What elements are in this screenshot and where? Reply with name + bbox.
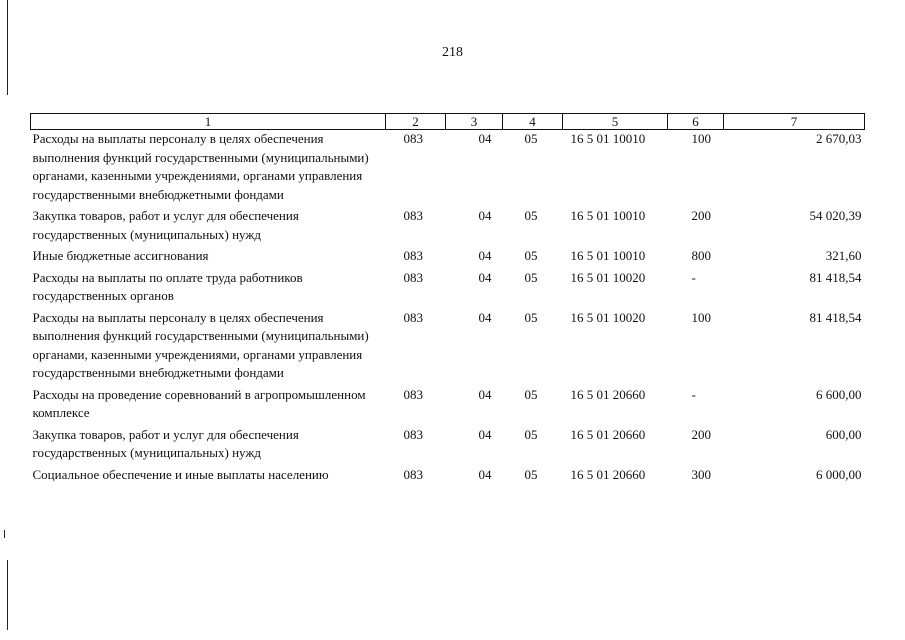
header-col-2: 2 — [386, 114, 446, 130]
ministry-code: 083 — [403, 208, 423, 223]
expense-name: Закупка товаров, работ и услуг для обеспечения государственных (муниципальных) нужд — [32, 208, 299, 242]
target-article: 16 5 01 20660 — [570, 426, 646, 442]
expense-type: 100 — [691, 131, 711, 146]
subsection-code: 05 — [524, 269, 538, 285]
subsection-code: 05 — [524, 131, 538, 146]
amount: 2 670,03 — [816, 131, 862, 146]
ministry-code: 083 — [403, 131, 423, 146]
table-row — [31, 207, 865, 247]
subsection-code: 05 — [524, 248, 538, 263]
section-code: 04 — [478, 386, 492, 402]
expense-name: Расходы на выплаты персоналу в целях обеспечения выполнения функций государственными (муниципальными) органами, казенными учреждениями, органами управления государственными внебюджетными фондами — [32, 131, 369, 202]
table-row — [31, 130, 865, 208]
expense-name: Расходы на выплаты персоналу в целях обеспечения выполнения функций государственными (муниципальными) органами, казенными учреждениями, органами управления государственными внебюджетными фондами — [32, 309, 369, 380]
expense-name: Расходы на проведение соревнований в агропромышленном комплексе — [32, 386, 366, 420]
ministry-code: 083 — [403, 386, 423, 402]
ministry-code: 083 — [403, 309, 423, 325]
target-article: 16 5 01 20660 — [570, 466, 646, 482]
section-code: 04 — [478, 248, 492, 263]
subsection-code: 05 — [524, 386, 538, 402]
expense-type: 200 — [691, 426, 711, 442]
section-code: 04 — [478, 269, 492, 285]
subsection-code: 05 — [524, 309, 538, 325]
budget-table — [30, 113, 865, 487]
header-col-7: 7 — [724, 114, 865, 130]
expense-name: Закупка товаров, работ и услуг для обеспечения государственных (муниципальных) нужд — [32, 426, 299, 460]
section-code: 04 — [478, 466, 492, 482]
ministry-code: 083 — [403, 426, 423, 442]
amount: 6 600,00 — [816, 386, 862, 402]
header-col-3: 3 — [446, 114, 503, 130]
table-row — [31, 269, 865, 309]
expense-type: - — [691, 269, 696, 285]
amount: 81 418,54 — [809, 269, 862, 285]
expense-type: 200 — [691, 208, 711, 223]
amount: 54 020,39 — [809, 208, 862, 223]
target-article: 16 5 01 10020 — [570, 309, 646, 325]
header-col-4: 4 — [503, 114, 563, 130]
expense-type: 800 — [691, 248, 711, 263]
expense-type: 100 — [691, 309, 711, 325]
page-number: 218 — [442, 45, 463, 60]
header-col-1: 1 — [31, 114, 386, 130]
subsection-code: 05 — [524, 208, 538, 223]
ministry-code: 083 — [403, 466, 423, 482]
amount: 321,60 — [825, 248, 862, 263]
section-code: 04 — [478, 208, 492, 223]
target-article: 16 5 01 10010 — [570, 248, 646, 263]
expense-name: Иные бюджетные ассигнования — [32, 248, 209, 263]
header-row — [31, 114, 865, 130]
header-col-6: 6 — [668, 114, 724, 130]
subsection-code: 05 — [524, 466, 538, 482]
expense-type: - — [691, 386, 696, 402]
ministry-code: 083 — [403, 269, 423, 285]
amount: 600,00 — [825, 426, 862, 442]
subsection-code: 05 — [524, 426, 538, 442]
table-row — [31, 426, 865, 466]
scan-edge-line-bottom — [7, 560, 8, 630]
table-row — [31, 466, 865, 488]
target-article: 16 5 01 10010 — [570, 208, 646, 223]
section-code: 04 — [478, 309, 492, 325]
expense-type: 300 — [691, 466, 711, 482]
table-row — [31, 309, 865, 386]
section-code: 04 — [478, 131, 492, 146]
target-article: 16 5 01 20660 — [570, 386, 646, 402]
expense-name: Расходы на выплаты по оплате труда работников государственных органов — [32, 269, 303, 303]
amount: 6 000,00 — [816, 466, 862, 482]
amount: 81 418,54 — [809, 309, 862, 325]
ministry-code: 083 — [403, 248, 423, 263]
target-article: 16 5 01 10010 — [570, 131, 646, 146]
table-row — [31, 386, 865, 426]
table-row — [31, 247, 865, 269]
header-col-5: 5 — [563, 114, 668, 130]
scan-edge-line-mid — [4, 530, 5, 538]
expense-name: Социальное обеспечение и иные выплаты населению — [32, 466, 329, 482]
target-article: 16 5 01 10020 — [570, 269, 646, 285]
section-code: 04 — [478, 426, 492, 442]
